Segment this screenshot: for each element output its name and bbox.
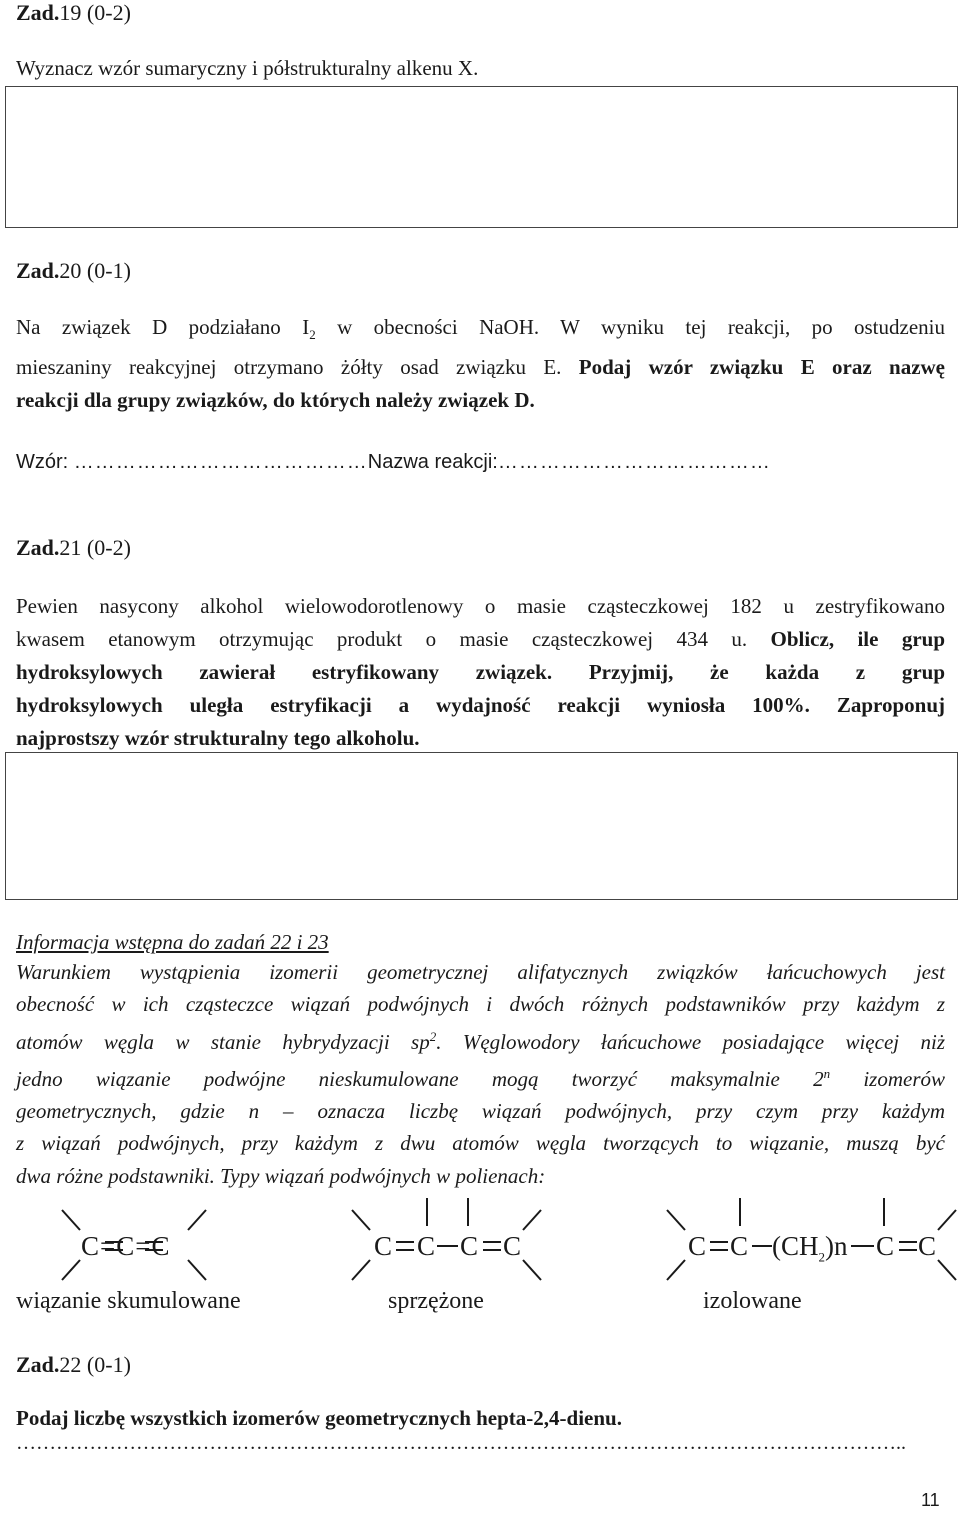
- task-20-line-3: reakcji dla grupy związków, do których należy związek D.: [16, 388, 535, 413]
- conjugated-bond-left-down: [352, 1260, 370, 1280]
- task-19-heading: [16, 0, 131, 26]
- task-20-text: [16, 311, 945, 417]
- isolated-bond-right-down: [938, 1260, 956, 1280]
- isolated-ch2-text: (CH: [772, 1231, 819, 1261]
- task-21-line-4: hydroksylowych uległa estryfikacji a wydajność reakcji wyniosła 100%. Zaproponuj: [16, 693, 945, 717]
- conjugated-bond-right-down: [523, 1260, 541, 1280]
- isolated-bond-right-up: [938, 1210, 956, 1230]
- task-19-answer-box[interactable]: [5, 86, 958, 228]
- isolated-carbon-4: C: [918, 1231, 937, 1261]
- task-21-answer-box[interactable]: [5, 752, 958, 900]
- reaction-name-dots[interactable]: …………………………………: [497, 451, 771, 473]
- reaction-name-label: Nazwa reakcji:: [367, 451, 498, 473]
- task-21-heading: [16, 535, 131, 561]
- task-21-heading-number: 21 (0-2): [59, 535, 131, 560]
- intro-info-title: Informacja wstępna do zadań 22 i 23: [16, 930, 329, 954]
- isolated-bond-left-down: [667, 1260, 685, 1280]
- intro-line-4: [16, 1058, 945, 1095]
- conjugated-carbon-1: C: [374, 1231, 393, 1261]
- intro-line-2: obecność w ich cząsteczce wiązań podwójnych i dwóch różnych podstawników przy każdym z: [16, 992, 945, 1017]
- cumulated-bond-right-down: [188, 1260, 206, 1280]
- intro-line-3-post: . Węglowodory łańcuchowe posiadające więcej niż: [436, 1029, 945, 1054]
- intro-line-3-pre: atomów węgla w stanie hybrydyzacji sp: [16, 1029, 430, 1054]
- conjugated-bond-left-up: [352, 1210, 370, 1230]
- task-20-line-2-bold: Podaj wzór związku E oraz nazwę: [578, 355, 946, 380]
- page-number: 11: [921, 1490, 940, 1510]
- task-21-line-1: Pewien nasycony alkohol wielowodorotlenowy o masie cząsteczkowej 182 u zestryfikowano: [16, 594, 945, 618]
- isolated-ch2-group: [772, 1231, 848, 1265]
- task-19-heading-number: 19 (0-2): [59, 0, 131, 25]
- sp2-superscript: 2: [429, 1028, 437, 1044]
- intro-line-3: [16, 1021, 945, 1058]
- isolated-ch2-subscript: 2: [818, 1249, 825, 1265]
- task-22-heading-prefix: Zad.: [16, 1352, 60, 1377]
- task-21-line-2-bold: Oblicz, ile grup: [770, 627, 946, 651]
- task-20-line-2: [16, 351, 945, 384]
- task-21-text: [16, 590, 945, 755]
- task-20-line-2-plain: mieszaniny reakcyjnej otrzymano żółty osad związku E.: [16, 355, 579, 380]
- power-n-superscript: n: [823, 1065, 831, 1081]
- task-22-heading-number: 22 (0-1): [59, 1352, 131, 1377]
- conjugated-carbon-4: C: [503, 1231, 522, 1261]
- cumulated-label: wiązanie skumulowane: [16, 1288, 241, 1314]
- cumulated-bond-left-down: [62, 1260, 80, 1280]
- task-21-heading-prefix: Zad.: [16, 535, 60, 560]
- task-20-iodine-subscript: 2: [309, 327, 316, 343]
- intro-line-1: Warunkiem wystąpienia izomerii geometrycznej alifatycznych związków łańcuchowych jest: [16, 960, 945, 984]
- task-20-line-1: [16, 311, 945, 351]
- conjugated-label: sprzężone: [388, 1288, 484, 1314]
- task-20-line-1-post: w obecności NaOH. W wyniku tej reakcji, po ostudzeniu: [315, 315, 945, 339]
- task-21-line-2: [16, 623, 945, 656]
- isolated-bond-left-up: [667, 1210, 685, 1230]
- conjugated-carbon-3: C: [460, 1231, 479, 1261]
- task-20-line-1-pre: Na związek D podziałano I: [16, 315, 310, 339]
- conjugated-carbon-2: C: [417, 1231, 436, 1261]
- task-20-heading: [16, 258, 131, 284]
- isolated-n-text: )n: [825, 1231, 848, 1261]
- isolated-carbon-1: C: [688, 1231, 707, 1261]
- task-20-heading-prefix: Zad.: [16, 258, 60, 283]
- formula-label: Wzór:: [16, 451, 74, 473]
- formula-dots[interactable]: ……………………………………: [73, 451, 368, 473]
- task-20-answer-line[interactable]: [16, 451, 771, 474]
- task-21-line-5: najprostszy wzór strukturalny tego alkoholu.: [16, 726, 420, 750]
- isolated-carbon-3: C: [876, 1231, 895, 1261]
- conjugated-bond-right-up: [523, 1210, 541, 1230]
- cumulated-formula: C=C=C: [81, 1231, 171, 1261]
- cumulated-bond-left-up: [62, 1210, 80, 1230]
- intro-line-5: geometrycznych, gdzie n – oznacza liczbę wiązań podwójnych, przy czym przy każdym: [16, 1099, 945, 1124]
- task-21-line-2-plain: kwasem etanowym otrzymując produkt o masie cząsteczkowej 434 u.: [16, 627, 771, 651]
- task-22-heading: [16, 1352, 131, 1378]
- task-22-answer-dots[interactable]: ……………………………………………………………………………………………………………………..: [16, 1432, 906, 1454]
- task-19-text: Wyznacz wzór sumaryczny i półstrukturalny alkenu X.: [16, 56, 479, 80]
- intro-line-4-post: izomerów: [830, 1066, 945, 1091]
- task-21-line-3: hydroksylowych zawierał estryfikowany związek. Przyjmij, że każda z grup: [16, 660, 945, 684]
- isolated-carbon-2: C: [730, 1231, 749, 1261]
- task-22-question: Podaj liczbę wszystkich izomerów geometrycznych hepta-2,4-dienu.: [16, 1406, 622, 1430]
- cumulated-bond-right-up: [188, 1210, 206, 1230]
- intro-line-7: dwa różne podstawniki. Typy wiązań podwójnych w polienach:: [16, 1163, 546, 1188]
- intro-info-text: [16, 956, 945, 1192]
- isolated-label: izolowane: [703, 1288, 802, 1314]
- task-19-heading-prefix: Zad.: [16, 0, 60, 25]
- task-20-heading-number: 20 (0-1): [59, 258, 131, 283]
- intro-line-4-pre: jedno wiązanie podwójne nieskumulowane mogą tworzyć maksymalnie 2: [16, 1066, 824, 1091]
- intro-line-6: z wiązań podwójnych, przy każdym z dwu atomów węgla tworzących to wiązanie, muszą być: [16, 1131, 945, 1156]
